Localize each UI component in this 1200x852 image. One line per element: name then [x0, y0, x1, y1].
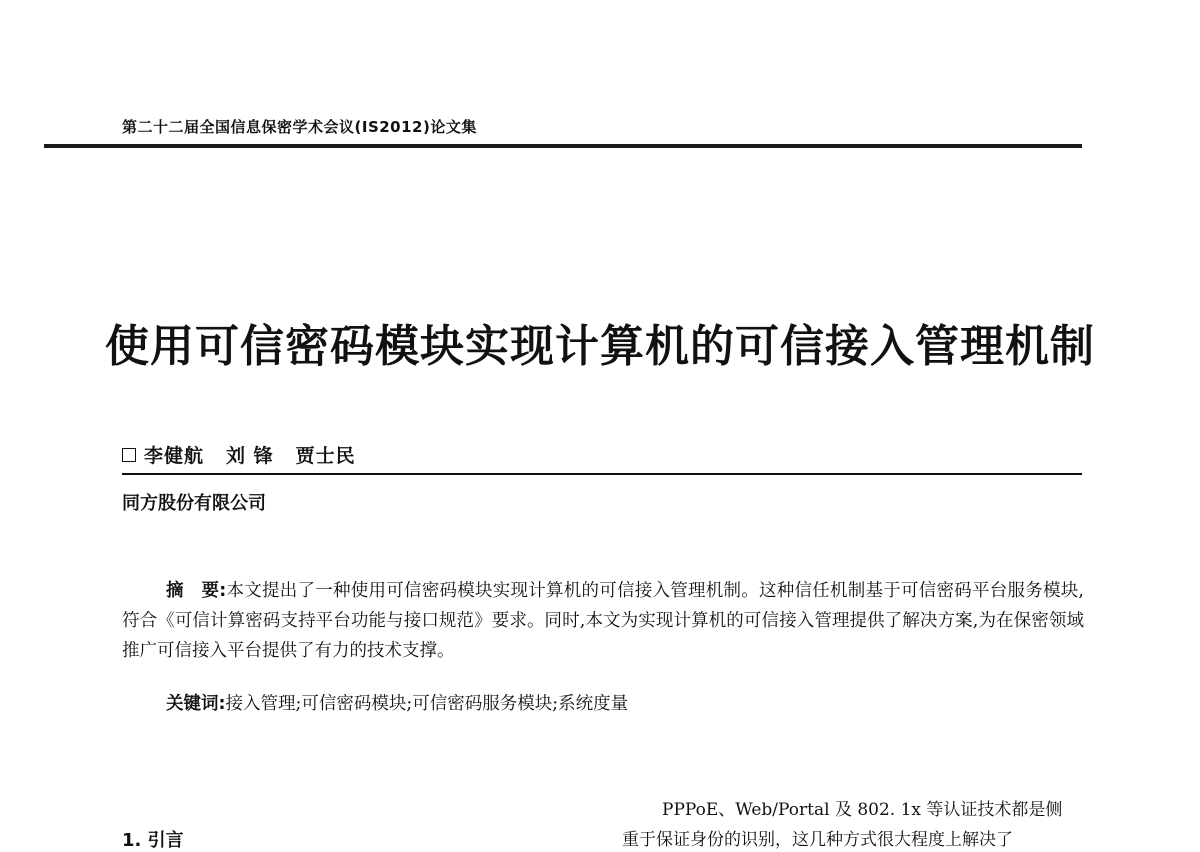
authors-line: [122, 441, 378, 468]
checkbox-icon: [122, 448, 136, 462]
section-heading: 1. 引言: [122, 830, 184, 851]
author-name: 刘 锋: [226, 445, 274, 467]
keywords-label: 关键词:: [166, 694, 226, 714]
body-text-line: PPPoE、Web/Portal 及 802. 1x 等认证技术都是侧: [662, 800, 1063, 820]
author-rule: [122, 473, 1082, 475]
header-rule: [44, 144, 1082, 148]
paper-title: 使用可信密码模块实现计算机的可信接入管理机制: [105, 321, 1095, 372]
body-text-line: 重于保证身份的识别，这几种方式很大程度上解决了: [622, 830, 1013, 850]
abstract: [122, 576, 1084, 666]
keywords: [166, 690, 628, 715]
abstract-text: 本文提出了一种使用可信密码模块实现计算机的可信接入管理机制。这种信任机制基于可信密码平台服务模块,符合《可信计算密码支持平台功能与接口规范》要求。同时,本文为实现计算机的可信接入管理提供了解决方案,为在保密领域推广可信接入平台提供了有力的技术支撑。: [122, 581, 1085, 661]
affiliation: 同方股份有限公司: [122, 493, 266, 514]
author-name: 李健航: [144, 445, 205, 467]
author-name: 贾士民: [295, 445, 356, 467]
abstract-label: 摘 要:: [166, 581, 227, 601]
keywords-text: 接入管理;可信密码模块;可信密码服务模块;系统度量: [225, 694, 629, 714]
running-header: 第二十二届全国信息保密学术会议(IS2012)论文集: [122, 118, 477, 136]
